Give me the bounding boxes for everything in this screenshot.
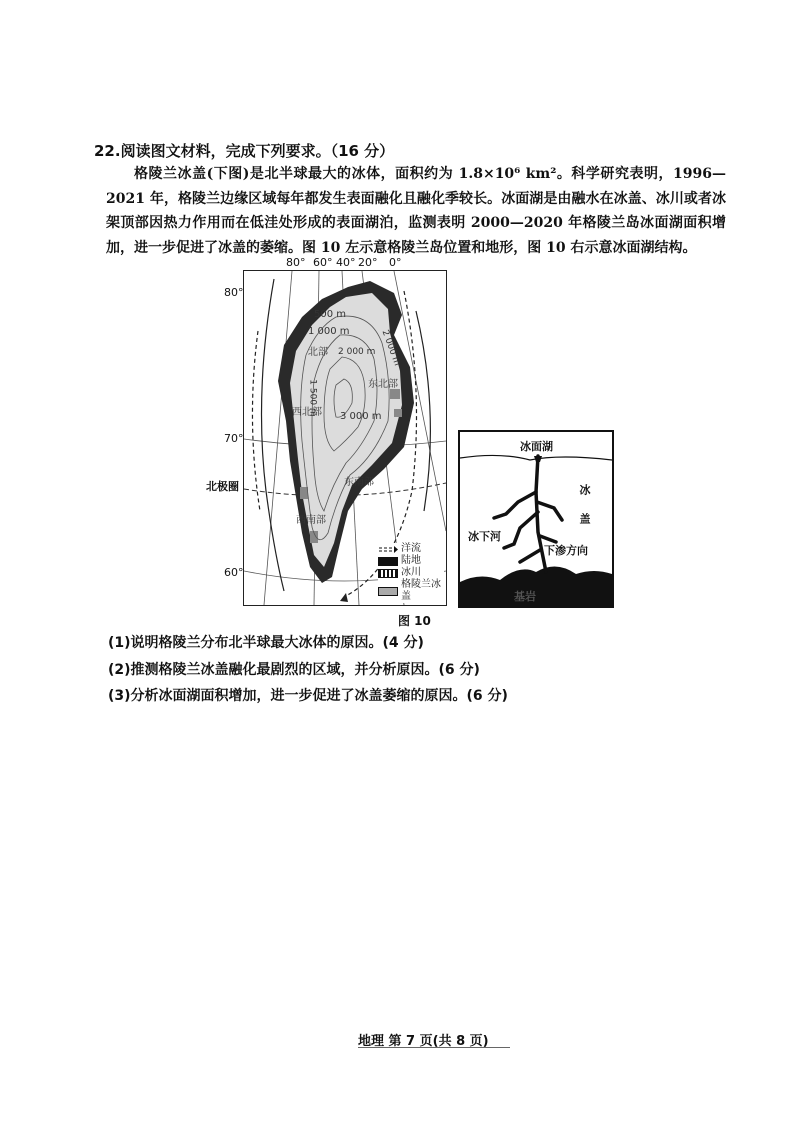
sub-question: (3)分析冰面湖面积增加，进一步促进了冰盖萎缩的原因。(6 分) — [108, 688, 508, 704]
region-label: 西北部 — [292, 407, 322, 418]
region-label: 北部 — [308, 347, 328, 358]
current-legend-icon — [378, 545, 398, 554]
land-legend-icon — [378, 557, 398, 566]
lon-label: 60° — [313, 256, 333, 269]
lake-label: 冰面湖 — [520, 440, 553, 453]
sub-question: (1)说明格陵兰分布北半球最大冰体的原因。(4 分) — [108, 635, 424, 651]
footer-rule — [358, 1047, 510, 1048]
ice-sheet-label: 冰盖 — [578, 484, 591, 542]
glacier-legend-icon — [378, 569, 398, 578]
seepage-label: 下渗方向 — [544, 544, 588, 557]
lon-label: 40° — [336, 256, 356, 269]
sub-question: (2)推测格陵兰冰盖融化最剧烈的区域，并分析原因。(6 分) — [108, 662, 480, 678]
region-label: 西南部 — [296, 515, 326, 526]
legend-item: 洋流 — [378, 543, 444, 555]
greenland-map — [243, 270, 447, 606]
lat-label: 80° — [224, 286, 244, 299]
contour-label: 2 000 m — [338, 347, 376, 357]
contour-label: 1 000 m — [308, 326, 350, 337]
question-passage: 格陵兰冰盖(下图)是北半球最大的冰体，面积约为 1.8×10⁶ km²。科学研究表明，1996—2021 年，格陵兰边缘区域每年都发生表面融化且融化季较长。冰面湖是由融水在冰盖、冰川或者冰架顶部因热力作用而在低洼处形成的表面湖泊，监测表明 2000—2020 年格陵兰岛冰面湖面积增加，进一步促进了冰盖的萎缩。图 10 左示意格陵兰岛位置和地形，图 10 右示意冰面湖结构。 — [106, 166, 726, 256]
arctic-circle-label: 北极圈 — [206, 480, 239, 493]
region-label: 东北部 — [368, 379, 398, 390]
lon-label: 0° — [389, 256, 402, 269]
figure-caption: 图 10 — [398, 614, 431, 628]
question-title: 22.阅读图文材料，完成下列要求。（16 分） — [94, 142, 395, 160]
bedrock-label: 基岩 — [514, 590, 536, 603]
page-footer: 地理 第 7 页(共 8 页) — [358, 1034, 489, 1049]
supraglacial-lake-diagram — [458, 430, 614, 608]
region-label: 东南部 — [344, 477, 374, 488]
contour-label: 2 000 m — [379, 328, 402, 368]
legend-item: 格陵兰冰盖 — [378, 579, 444, 603]
lat-label: 60° — [224, 566, 244, 579]
contour-label: 1 500 m — [307, 379, 318, 417]
map-legend — [378, 543, 444, 603]
legend-item: 冰川 — [378, 567, 444, 579]
lat-label: 70° — [224, 432, 244, 445]
icesheet-legend-icon — [378, 587, 398, 596]
lon-label: 20° — [358, 256, 378, 269]
subglacial-river-label: 冰下河 — [468, 530, 501, 543]
contour-label: 3 000 m — [340, 411, 382, 422]
lon-label: 80° — [286, 256, 306, 269]
legend-item: 陆地 — [378, 555, 444, 567]
contour-label: 500 m — [314, 309, 347, 320]
